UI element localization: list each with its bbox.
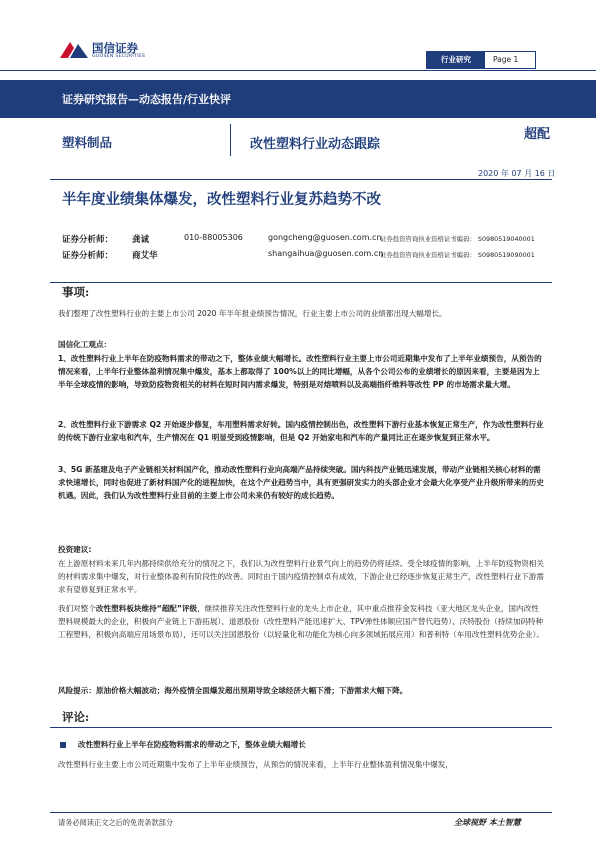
brand-name: 国信证券 — [92, 41, 138, 55]
report-type-text: 证券研究报告—动态报告/行业快评 — [62, 93, 232, 106]
sector-label: 塑料制品 — [62, 135, 113, 150]
section-rule — [50, 282, 552, 283]
view-point-2: 2、改性塑料行业下游需求 Q2 开始逐步修复，车用塑料需求好转。国内疫情控制出色，改性塑料下游行业基本恢复正常生产，作为改性塑料行业的传统下游行业家电和汽车，生产情况在 Q1 明显受到疫情影响，但是 Q2 开始家电和汽车的产量同比正在逐步恢复到正常水平。 — [58, 420, 544, 443]
report-headline: 半年度业绩集体爆发，改性塑料行业复苏趋势不改 — [62, 191, 381, 208]
report-subject: 改性塑料行业动态跟踪 — [250, 137, 381, 152]
logo-mark-icon — [58, 38, 90, 62]
analyst-email[interactable]: shangaihua@guosen.com.cn — [268, 249, 384, 258]
square-bullet-icon — [60, 742, 66, 748]
view-point-3: 3、5G 新基建及电子产业链相关材料国产化，推动改性塑料行业向高端产品持续突破。国内科技产业链迅速发展，带动产业链相关核心材料的需求快速增长，同时也促进了新材料国产化的进程加快，在这个产业趋势当中，具有更强研发实力的头部企业才会最大化享受产业升级所带来的历史机遇。因此，我们认为改性塑料行业目前的主要上市公司未来仍有较好的成长趋势。 — [58, 465, 544, 501]
analyst-cert: 证券投资咨询执业资格证书编码： S0980519040001 — [380, 235, 535, 243]
analyst-role: 证券分析师： — [62, 251, 114, 261]
footer-disclaimer[interactable]: 请务必阅读正文之后的免责条款部分 — [58, 818, 174, 827]
doc-type-label: 行业研究 — [427, 52, 485, 68]
invest-title: 投资建议: — [58, 545, 92, 554]
rating-statement: 改性塑料板块维持“超配”评级 — [95, 604, 198, 613]
analyst-name: 龚诚 — [132, 235, 150, 245]
comment-body: 改性塑料行业主要上市公司近期集中发布了上半年业绩预告，从预告的情况来看，上半年行业整体盈利情况集中爆发， — [58, 760, 453, 769]
rating-label: 超配 — [524, 127, 551, 142]
comment-bullet-title: 改性塑料行业上半年在防疫物料需求的带动之下，整体业绩大幅增长 — [78, 740, 306, 749]
analyst-cert: 证券投资咨询执业资格证书编码： S0980519090001 — [380, 251, 535, 259]
view-title: 国信化工观点： — [58, 340, 112, 349]
section-title-event: 事项: — [62, 285, 90, 299]
brand-subtitle: GUOSEN SECURITIES — [92, 54, 146, 59]
date-rule — [50, 179, 552, 180]
section-title-comment: 评论: — [62, 710, 90, 724]
analyst-email[interactable]: gongcheng@guosen.com.cn — [268, 233, 382, 242]
title-divider — [230, 124, 231, 156]
view-point-1: 1、改性塑料行业上半年在防疫物料需求的带动之下，整体业绩大幅增长。改性塑料行业主要上市公司近期集中发布了上半年业绩预告，从预告的情况来看，上半年行业整体盈利情况集中爆发，基本上都取得了 100%以上的同比增幅，从各个公司公布的业绩增长的原因来看，主要是因为上半年全球疫情的影响，导致防疫物资相关的材料在短时间内需求爆发，特别是对熔喷料以及高端指纤维料等改性 PP 的市场需求量大增。 — [58, 354, 542, 390]
risk-warning: 风险提示：原油价格大幅波动；海外疫情全面爆发超出预期导致全球经济大幅下滑；下游需求大幅下降。 — [58, 686, 408, 695]
event-intro: 我们整理了改性塑料行业的主要上市公司 2020 年半年报业绩预告情况，行业主要上市公司的业绩都出现大幅增长。 — [58, 309, 447, 318]
invest-paragraph-1: 在上游原材料未来几年内都持续供给充分的情况之下，我们认为改性塑料行业景气向上的趋势仍将延续。受全球疫情的影响，上半年防疫物资相关的材料需求集中爆发，对行业整体盈利有阶段性的改善。同时由于国内疫情控制卓有成效，下游企业已经逐步恢复正常生产，改性塑料行业下游需求有望修复到正常水平。 — [58, 559, 544, 595]
footer-rule — [50, 812, 552, 813]
analyst-role: 证券分析师： — [62, 235, 114, 245]
footer-slogan: 全球视野 本土智慧 — [454, 817, 521, 827]
guosen-logo — [58, 38, 176, 64]
header-rule — [0, 70, 596, 71]
doc-type-tag — [426, 51, 536, 69]
section-rule — [50, 727, 552, 728]
page-label: Page 1 — [493, 55, 519, 64]
report-date: 2020 年 07 月 16 日 — [478, 169, 556, 178]
analyst-name: 商艾华 — [132, 251, 158, 261]
invest-paragraph-2: 我们对整个改性塑料板块维持“超配”评级，继续推荐关注改性塑料行业的龙头上市企业，其中重点推荐金发科技（亚大地区龙头企业，国内改性塑料规模最大的企业，积极向产业链上下游拓展）、道恩股份（改性塑料产能迅速扩大、TPV弹性体顺应国产替代趋势）、沃特股份（持续加码特种工程塑料，积极向高端应用场景布局），还可以关注国恩股份（以轻量化和功能化为核心向多领域拓展应用）和普利特（车用改性塑料优势企业）。 — [58, 604, 544, 640]
analyst-phone: 010-88005306 — [184, 233, 243, 242]
